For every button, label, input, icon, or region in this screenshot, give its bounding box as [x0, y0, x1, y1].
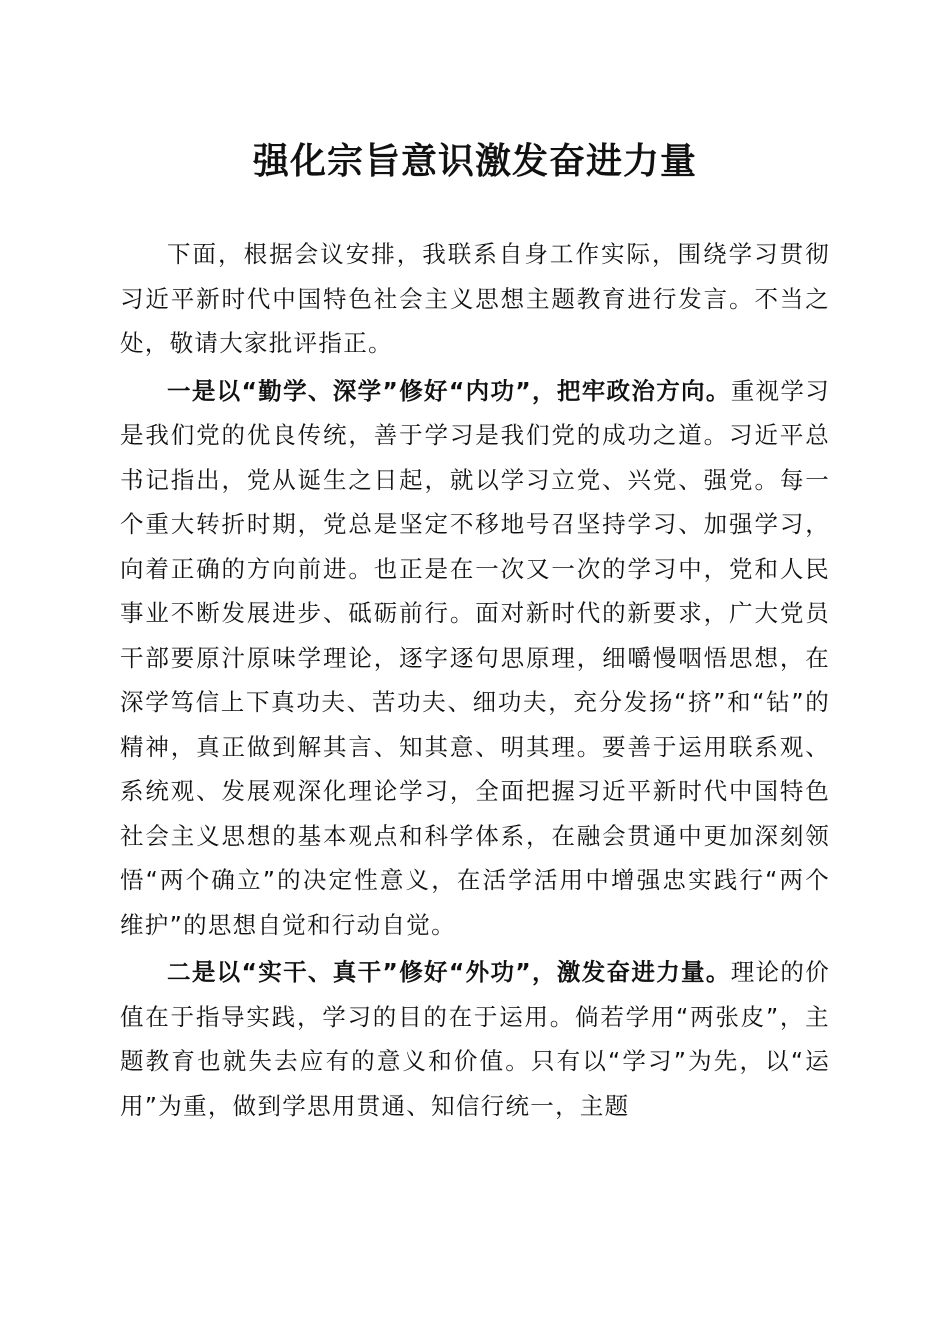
document-body — [120, 232, 830, 1131]
paragraph-point-two-text: 理论的价值在于指导实践，学习的目的在于运用。倘若学用“两张皮”，主题教育也就失去应有的意义和价值。只有以“学习”为先，以“运用”为重，做到学思用贯通、知信行统一，主题 — [120, 958, 830, 1120]
paragraph-intro — [120, 232, 830, 366]
paragraph-point-one — [120, 369, 830, 948]
paragraph-intro-text: 下面，根据会议安排，我联系自身工作实际，围绕学习贯彻习近平新时代中国特色社会主义思想主题教育进行发言。不当之处，敬请大家批评指正。 — [120, 240, 830, 357]
paragraph-point-one-lead: 一是以“勤学、深学”修好“内功”，把牢政治方向。 — [167, 376, 731, 405]
document-title: 强化宗旨意识激发奋进力量 — [252, 140, 697, 182]
paragraph-point-two-lead: 二是以“实干、真干”修好“外功”，激发奋进力量。 — [167, 958, 731, 986]
paragraph-point-one-text: 重视学习是我们党的优良传统，善于学习是我们党的成功之道。习近平总书记指出，党从诞生之日起，就以学习立党、兴党、强党。每一个重大转折时期，党总是坚定不移地号召坚持学习、加强学习，向着正确的方向前进。也正是在一次又一次的学习中，党和人民事业不断发展进步、砥砺前行。面对新时代的新要求，广大党员干部要原汁原味学理论，逐字逐句思原理，细嚼慢咽悟思想，在深学笃信上下真功夫、苦功夫、细功夫，充分发扬“挤”和“钻”的精神，真正做到解其言、知其意、明其理。要善于运用联系观、系统观、发展观深化理论学习，全面把握习近平新时代中国特色社会主义思想的基本观点和科学体系，在融会贯通中更加深刻领悟“两个确立”的决定性意义，在活学活用中增强忠实践行“两个维护”的思想自觉和行动自觉。 — [120, 376, 830, 939]
paragraph-point-two — [120, 950, 830, 1128]
